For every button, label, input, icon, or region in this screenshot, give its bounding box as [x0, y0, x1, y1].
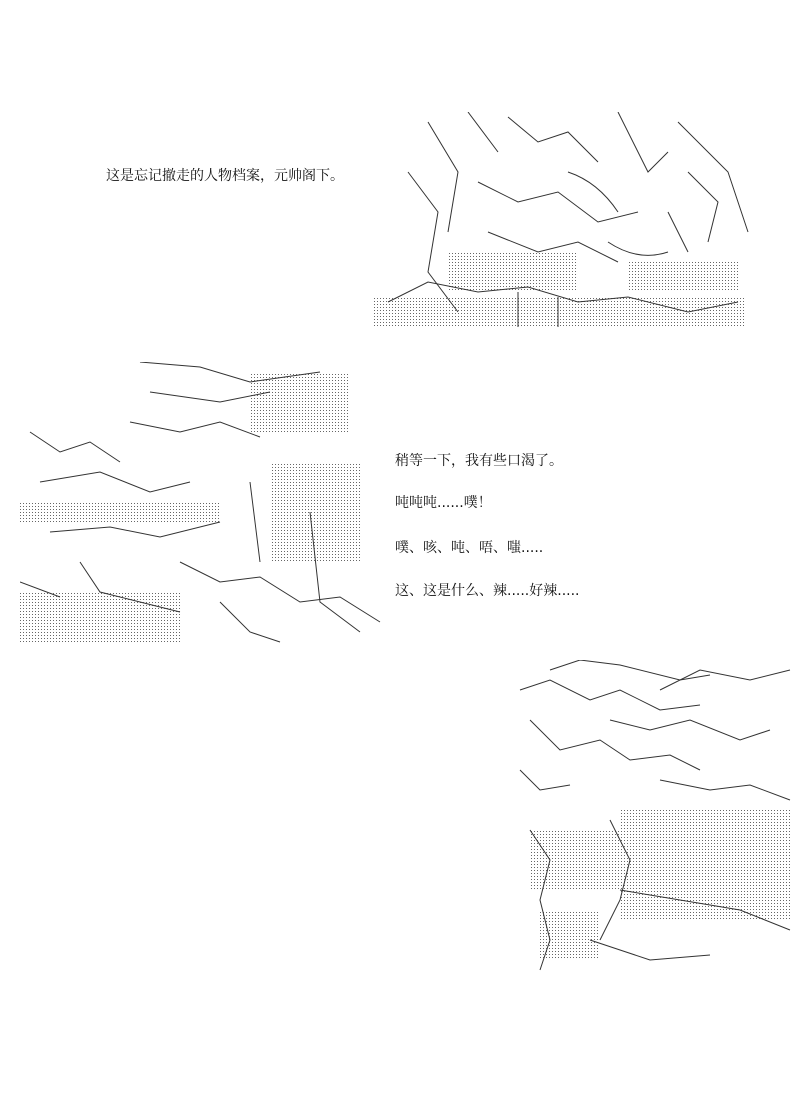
- dialogue-line: 吨吨吨......噗！: [395, 495, 492, 511]
- dialogue-line: 噗、咳、吨、唔、嗤.....: [395, 540, 544, 556]
- ascii-art-character-illustration: [368, 112, 750, 332]
- dialogue-line: 这是忘记撤走的人物档案，元帅阁下。: [106, 168, 344, 184]
- ascii-art-character-illustration: [20, 362, 384, 647]
- dialogue-line: 稍等一下，我有些口渴了。: [395, 453, 563, 469]
- ascii-art-character-illustration: [510, 660, 800, 972]
- dialogue-line: 这、这是什么、辣.....好辣.....: [395, 583, 580, 599]
